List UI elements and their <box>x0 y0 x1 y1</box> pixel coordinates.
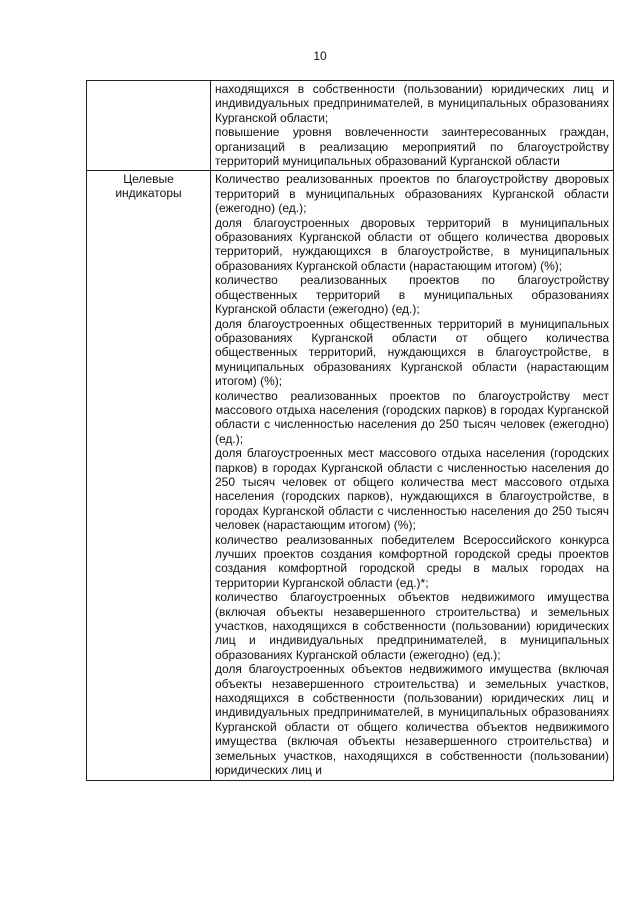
row-content-cell <box>211 81 614 171</box>
row-content-cell <box>211 171 614 780</box>
paragraph: Количество реализованных проектов по благоустройству дворовых территорий в муниципальных образованиях Курганской области (ежегодно) (ед.); <box>215 172 609 216</box>
page-number: 10 <box>313 49 327 63</box>
paragraph: повышение уровня вовлеченности заинтересованных граждан, организаций в реализацию мероприятий по благоустройству территорий муниципальных образований Курганской области <box>215 125 609 169</box>
row-label-cell <box>87 81 211 171</box>
table-row <box>87 171 614 780</box>
paragraph: доля благоустроенных дворовых территорий в муниципальных образованиях Курганской области от общего количества дворовых территорий, нуждающихся в благоустройстве, в муниципальных образованиях Курганской области (нарастающим итогом) (%); <box>215 215 609 273</box>
paragraph: количество реализованных победителем Всероссийского конкурса лучших проектов создания комфортной городской среды проектов создания комфортной городской среды в малых городах на территории Курганской области (ед.)*; <box>215 532 609 590</box>
paragraph: количество благоустроенных объектов недвижимого имущества (включая объекты незавершенного строительства) и земельных участков, находящихся в собственности (пользовании) юридических лиц и индивидуальных предпринимателей, в муниципальных образованиях Курганской области (ежегодно) (ед.); <box>215 590 609 662</box>
program-passport-table <box>86 80 614 781</box>
paragraph: находящихся в собственности (пользовании) юридических лиц и индивидуальных предпринимателей, в муниципальных образованиях Курганской области; <box>215 82 609 125</box>
paragraph: доля благоустроенных объектов недвижимого имущества (включая объекты незавершенного строительства) и земельных участков, находящихся в собственности (пользовании) юридических лиц и индивидуальных предпринимателей, в муниципальных образованиях Курганской области от общего количества объектов недвижимого имущества (включая объекты незавершенного строительства) и земельных участков, находящихся в собственности (пользовании) юридических лиц и <box>215 662 609 778</box>
paragraph: доля благоустроенных общественных территорий в муниципальных образованиях Курганской области от общего количества общественных территорий, нуждающихся в благоустройстве, в муниципальных образованиях Курганской области (нарастающим итогом) (%); <box>215 316 609 389</box>
table-row <box>87 81 614 171</box>
row-label-cell: Целевые индикаторы <box>87 171 211 780</box>
paragraph: доля благоустроенных мест массового отдыха населения (городских парков) в городах Курганской области с численностью населения до 250 тысяч человек от общего количества мест массового отдыха населения (городских парков), нуждающихся в благоустройстве, в городах Курганской области с численностью населения до 250 тысяч человек (нарастающим итогом) (%); <box>215 446 609 533</box>
paragraph: количество реализованных проектов по благоустройству мест массового отдыха населения (городских парков) в городах Курганской области с численностью населения до 250 тысяч человек (ежегодно) (ед.); <box>215 388 609 446</box>
paragraph: количество реализованных проектов по благоустройству общественных территорий в муниципальных образованиях Курганской области (ежегодно) (ед.); <box>215 273 609 317</box>
